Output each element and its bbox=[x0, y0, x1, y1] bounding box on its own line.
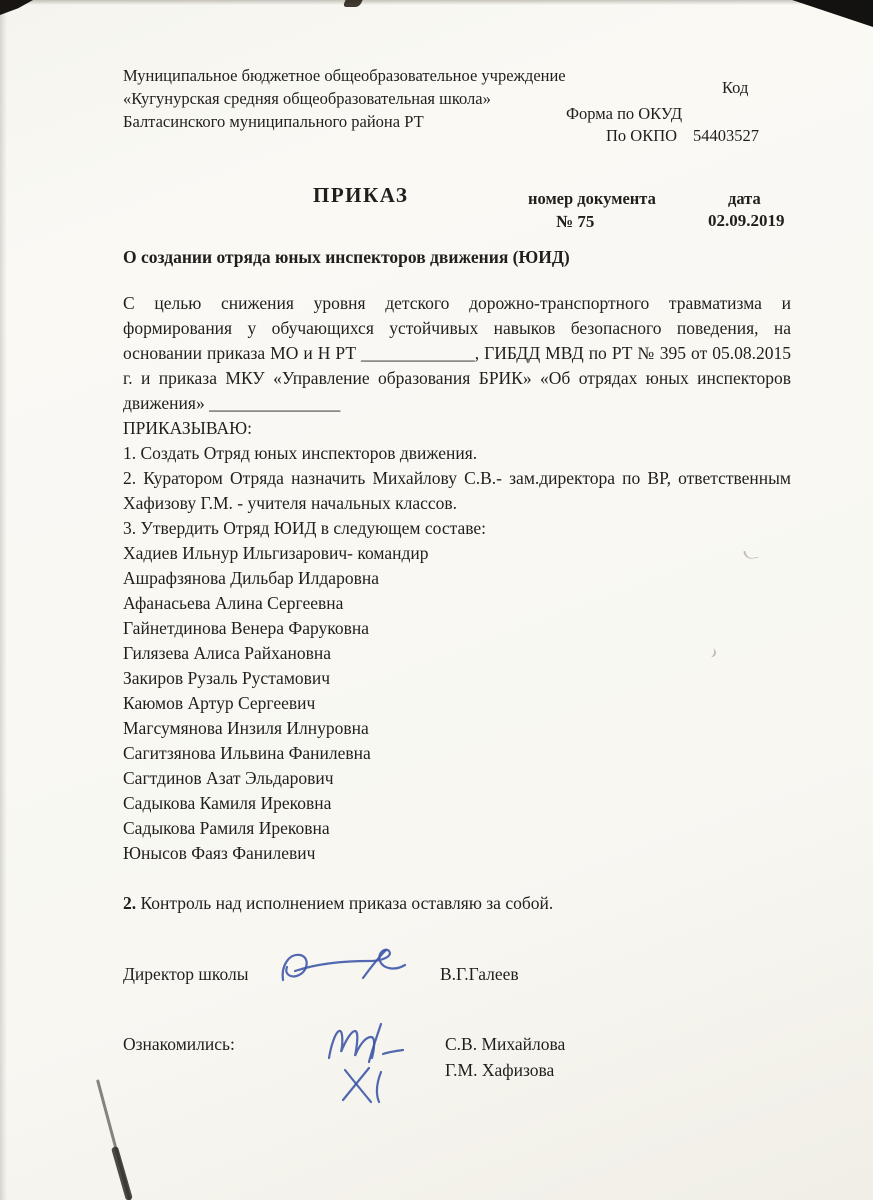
director-signature-row bbox=[123, 962, 791, 1012]
org-name-line3: Балтасинского муниципального района РТ bbox=[123, 112, 424, 131]
member-row: Гайнетдинова Венера Фаруковна bbox=[123, 618, 370, 638]
member-row: Юнысов Фаяз Фанилевич bbox=[123, 843, 316, 863]
okpo-row bbox=[606, 126, 759, 146]
khafizova-signature bbox=[333, 1060, 397, 1108]
okud-form-label: Форма по ОКУД bbox=[566, 104, 683, 123]
acknowledged-name-1: С.В. Михайлова bbox=[445, 1034, 566, 1054]
org-name-line2: «Кугунурская средняя общеобразовательная школа» bbox=[123, 89, 491, 108]
member-row: Ашрафзянова Дильбар Илдаровна bbox=[123, 568, 379, 588]
member-row: Каюмов Артур Сергеевич bbox=[123, 693, 316, 713]
resolution-word: ПРИКАЗЫВАЮ: bbox=[123, 418, 252, 438]
control-clause bbox=[123, 891, 791, 916]
order-item-2: 2. Куратором Отряда назначить Михайлову С.В.- зам.директора по ВР, ответственным Хафизову Г.М. - учителя начальных классов. bbox=[123, 468, 791, 513]
okpo-label: По ОКПО bbox=[606, 126, 678, 145]
order-item-3: 3. Утвердить Отряд ЮИД в следующем составе: bbox=[123, 518, 487, 538]
code-label: Код bbox=[722, 78, 749, 97]
member-row: Закиров Рузаль Рустамович bbox=[123, 668, 331, 688]
preamble-paragraph: С целью снижения уровня детского дорожно-транспортного травматизма и формирования у обучающихся устойчивых навыков безопасного поведения, на основании приказа МО и Н РТ _____________, ГИБДД МВД по РТ № 395 от 05.08.2015 г. и приказа МКУ «Управление образования БРИК» «Об отрядах юных инспекторов движения» _______________ bbox=[123, 293, 791, 413]
director-label: Директор школы bbox=[123, 964, 249, 984]
scan-left-edge-shadow bbox=[0, 0, 7, 1200]
scan-top-shade bbox=[0, 0, 873, 5]
member-row: Хадиев Ильнур Ильгизарович- командир bbox=[123, 543, 429, 563]
acknowledgement-row bbox=[123, 1032, 791, 1122]
org-name-line1: Муниципальное бюджетное общеобразовательное учреждение bbox=[123, 66, 566, 85]
director-name: В.Г.Галеев bbox=[440, 964, 519, 984]
document-number-label: номер документа bbox=[528, 189, 656, 208]
order-item-1: 1. Создать Отряд юных инспекторов движения. bbox=[123, 443, 478, 463]
document-number: № 75 bbox=[556, 212, 595, 231]
member-row: Садыкова Рамиля Ирековна bbox=[123, 818, 330, 838]
member-row: Гилязева Алиса Райхановна bbox=[123, 643, 331, 663]
acknowledged-label: Ознакомились: bbox=[123, 1034, 235, 1054]
acknowledged-name-2: Г.М. Хафизова bbox=[445, 1060, 555, 1080]
document-date-label: дата bbox=[728, 189, 761, 208]
organization-block bbox=[123, 64, 613, 133]
scan-artifact-top-left bbox=[0, 0, 33, 15]
member-row: Афанасьева Алина Сергеевна bbox=[123, 593, 344, 613]
acknowledged-names bbox=[445, 1032, 565, 1084]
member-row: Магсумянова Инзиля Илнуровна bbox=[123, 718, 369, 738]
director-signature bbox=[273, 944, 413, 998]
control-clause-number: 2. bbox=[123, 893, 137, 913]
order-subject: О создании отряда юных инспекторов движения (ЮИД) bbox=[123, 247, 570, 267]
control-clause-text: Контроль над исполнением приказа оставляю за собой. bbox=[140, 893, 554, 913]
document-date: 02.09.2019 bbox=[708, 211, 785, 230]
okpo-value: 54403527 bbox=[693, 126, 760, 145]
scan-artifact-top-center bbox=[342, 0, 362, 7]
member-row: Сагитзянова Ильвина Фанилевна bbox=[123, 743, 371, 763]
member-row: Садыкова Камиля Ирековна bbox=[123, 793, 332, 813]
document-title: ПРИКАЗ bbox=[313, 183, 409, 207]
scan-mark-bottom-left bbox=[111, 1146, 133, 1200]
member-row: Сагтдинов Азат Эльдарович bbox=[123, 768, 334, 788]
order-body bbox=[123, 291, 791, 1122]
